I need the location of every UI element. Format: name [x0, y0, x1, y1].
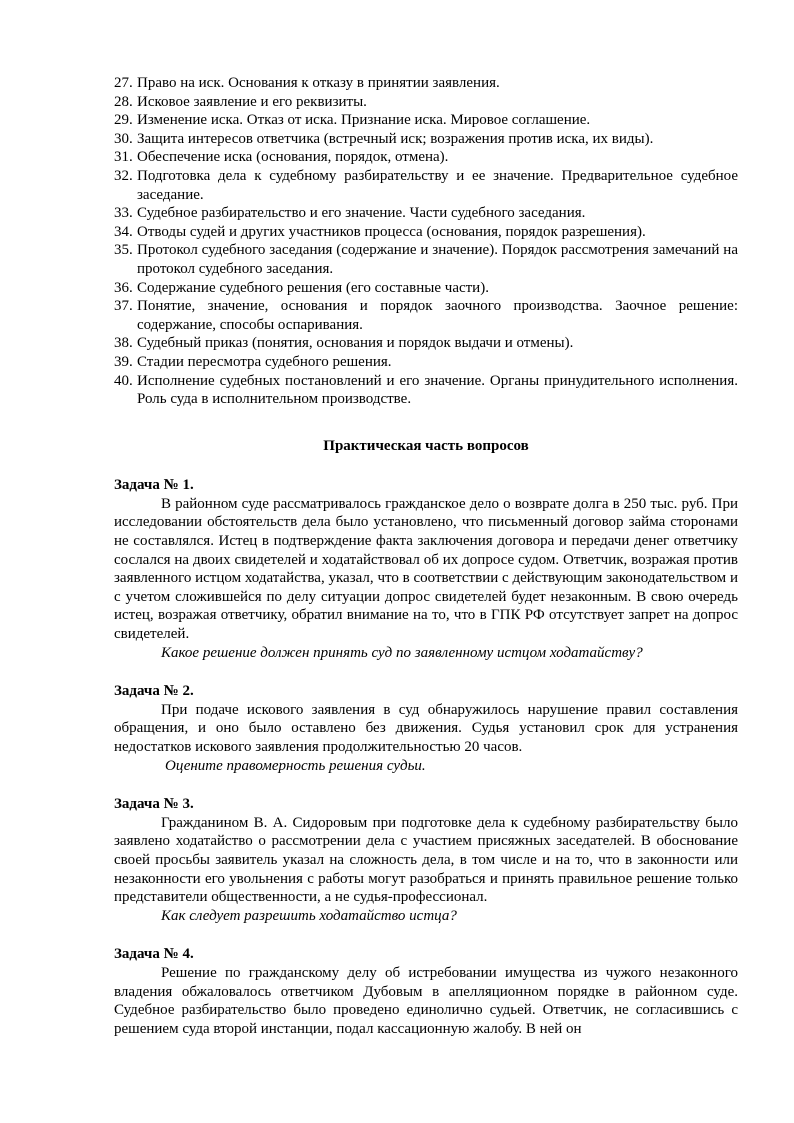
question-text: Понятие, значение, основания и порядок заочного производства. Заочное решение: содержание, способы оспаривания. — [137, 298, 738, 333]
question-text: Подготовка дела к судебному разбирательству и ее значение. Предварительное судебное заседание. — [137, 167, 738, 203]
question-number: 32. — [114, 167, 133, 184]
question-number: 30. — [114, 130, 133, 147]
question-text: Право на иск. Основания к отказу в принятии заявления. — [137, 75, 500, 91]
task-text: Решение по гражданскому делу об истребовании имущества из чужого незаконного владения обжаловалось ответчиком Дубовым в апелляционном порядке в районном суде. Судебное разбирательство было проведено единолично судьей. Ответчик, не согласившись с решением суда второй инстанции, подал кассационную жалобу. В ней он — [114, 964, 738, 1037]
question-item — [114, 372, 738, 409]
question-text: Отводы судей и других участников процесса (основания, порядок разрешения). — [137, 223, 646, 240]
question-number: 38. — [114, 335, 133, 352]
question-item — [114, 111, 738, 130]
question-item — [114, 148, 738, 167]
task-text: В районном суде рассматривалось гражданское дело о возврате долга в 250 тыс. руб. При исследовании обстоятельств дела было установлено, что письменный договор займа сторонами не составлялся. Истец в подтверждение факта заключения договора и передачи денег ответчику сослался на двоих свидетелей и ходатайствовал об их допросе судом. Ответчик, возражая против заявленного истцом ходатайства, указал, что в соответствии с действующим законодательством и с учетом сложившейся по делу ситуации допрос свидетелей будет незаконным. В свою очередь истец, возражая ответчику, обратил внимание на то, что в ГПК РФ отсутствует запрет на допрос свидетелей. — [114, 495, 738, 643]
question-text: Содержание судебного решения (его составные части). — [137, 279, 489, 296]
question-number: 27. — [114, 75, 133, 91]
question-number: 34. — [114, 223, 133, 240]
task-title: Задача № 4. — [114, 946, 194, 963]
question-item — [114, 74, 738, 93]
question-text: Протокол судебного заседания (содержание и значение). Порядок рассмотрения замечаний на протокол судебного заседания. — [137, 242, 738, 277]
task-question: Как следует разрешить ходатайство истца? — [161, 907, 457, 924]
question-text: Исполнение судебных постановлений и его значение. Органы принудительного исполнения. Роль суда в исполнительном производстве. — [137, 372, 738, 408]
task-title: Задача № 2. — [114, 683, 194, 700]
task-block — [114, 945, 738, 1038]
question-text: Изменение иска. Отказ от иска. Признание иска. Мировое соглашение. — [137, 112, 591, 129]
question-text: Стадии пересмотра судебного решения. — [137, 353, 392, 370]
task-question: Оцените правомерность решения судьи. — [165, 757, 426, 774]
question-item — [114, 167, 738, 204]
task-block — [114, 476, 738, 662]
question-number: 35. — [114, 242, 133, 259]
document-page — [114, 74, 738, 1058]
question-number: 29. — [114, 112, 133, 129]
question-text: Защита интересов ответчика (встречный иск; возражения против иска, их виды). — [137, 130, 654, 147]
question-number: 37. — [114, 298, 133, 315]
question-text: Исковое заявление и его реквизиты. — [137, 93, 367, 110]
question-text: Обеспечение иска (основания, порядок, отмена). — [137, 149, 449, 166]
question-number: 39. — [114, 353, 133, 370]
exam-questions-list — [114, 74, 738, 409]
task-block — [114, 682, 738, 775]
question-item — [114, 204, 738, 223]
question-item — [114, 353, 738, 372]
question-item — [114, 279, 738, 298]
task-title: Задача № 3. — [114, 796, 194, 813]
question-item — [114, 130, 738, 149]
question-item — [114, 223, 738, 242]
question-number: 31. — [114, 149, 133, 166]
question-number: 40. — [114, 372, 133, 389]
question-item — [114, 93, 738, 112]
question-number: 28. — [114, 93, 133, 110]
question-number: 33. — [114, 205, 133, 222]
question-item — [114, 297, 738, 334]
question-number: 36. — [114, 279, 133, 296]
question-item — [114, 241, 738, 278]
task-text: Гражданином В. А. Сидоровым при подготовке дела к судебному разбирательству было заявлено ходатайство о рассмотрении дела с участием присяжных заседателей. В обоснование своей просьбы заявитель указал на сложность дела, в том числе и на то, что в законности или незаконности его увольнения с работы могут разобраться и принять правильное решение только представители общественности, а не судья-профессионал. — [114, 814, 738, 906]
question-text: Судебный приказ (понятия, основания и порядок выдачи и отмены). — [137, 335, 574, 352]
task-block — [114, 795, 738, 925]
task-title: Задача № 1. — [114, 477, 194, 494]
task-text: При подаче искового заявления в суд обнаружилось нарушение правил составления обращения, и оно было оставлено без движения. Судья установил срок для устранения недостатков искового заявления продолжительностью 20 часов. — [114, 701, 738, 755]
task-question: Какое решение должен принять суд по заявленному истцом ходатайству? — [161, 644, 643, 661]
question-text: Судебное разбирательство и его значение. Части судебного заседания. — [137, 205, 586, 222]
question-item — [114, 334, 738, 353]
section-title: Практическая часть вопросов — [323, 437, 529, 454]
